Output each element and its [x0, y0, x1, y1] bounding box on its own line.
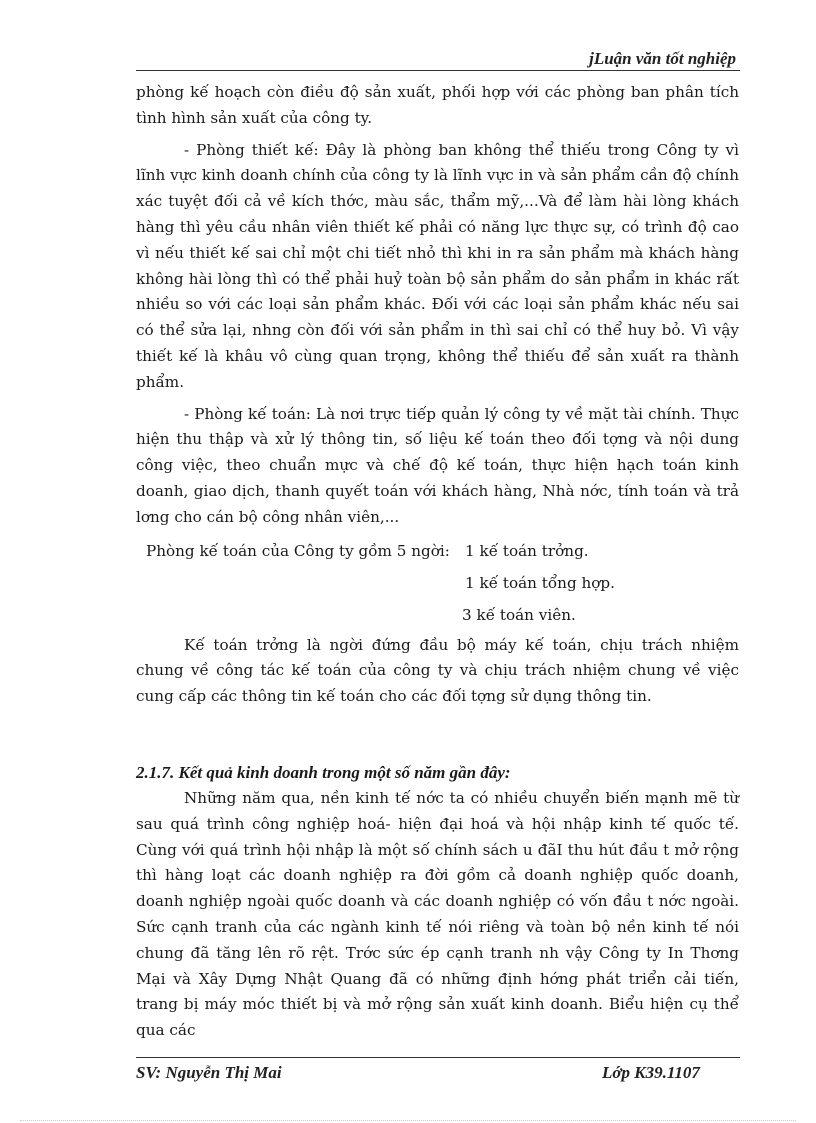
paragraph: - Phòng kế toán: Là nơi trực tiếp quản lý công ty về mặt tài chính. Thực hiện thu thập và xử lý thông tin, số liệu kế toán theo đối tợng và nội dung công việc, theo chuẩn mực và chế độ kế toán, thực hiện hạch toán kinh doanh, giao dịch, thanh quyết toán với khách hàng, Nhà nớc, tính toán và trả lơng cho cán bộ công nhân viên,...: [136, 404, 739, 526]
paragraph: Kế toán trởng là ngời đứng đầu bộ máy kế toán, chịu trách nhiệm chung về công tác kế toán của công ty và chịu trách nhiệm chung về việc cung cấp các thông tin kế toán cho các đối tợng sử dụng thông tin.: [136, 635, 739, 706]
staff-label: Phòng kế toán của Công ty gồm 5 ngời:: [146, 541, 450, 560]
footer-class: Lớp K39.1107: [602, 1063, 700, 1082]
staff-role: 1 kế toán tổng hợp.: [465, 573, 615, 592]
staff-role: 3 kế toán viên.: [462, 605, 576, 624]
footer-rule: [136, 1057, 740, 1058]
page-header-title: jLuận văn tốt nghiệp: [589, 49, 736, 68]
staff-list: [136, 537, 739, 633]
paragraph: phòng kế hoạch còn điều độ sản xuất, phối hợp với các phòng ban phân tích tình hình sản xuất của công ty.: [136, 83, 739, 127]
section-title: 2.1.7. Kết quả kinh doanh trong một số năm gần đây:: [136, 762, 511, 782]
header-rule: [136, 70, 740, 71]
document-body: [136, 80, 739, 1044]
page-bottom-border: [20, 1120, 796, 1121]
paragraph: Những năm qua, nền kinh tế nớc ta có nhiều chuyển biến mạnh mẽ từ sau quá trình công nghiệp hoá- hiện đại hoá và hội nhập kinh tế quốc tế. Cùng với quá trình hội nhập là một số chính sách u đãI thu hút đầu t mở rộng thì hàng loạt các doanh nghiệp ra đời gồm cả doanh nghiệp quốc doanh, doanh nghiệp ngoài quốc doanh và các doanh nghiệp có vốn đầu t nớc ngoài. Sức cạnh tranh của các ngành kinh tế nói riêng và toàn bộ nền kinh tế nói chung đã tăng lên rõ rệt. Trớc sức ép cạnh tranh nh vậy Công ty In Thơng Mại và Xây Dựng Nhật Quang đã có những định hớng phát triển cải tiến, trang bị máy móc thiết bị và mở rộng sản xuất kinh doanh. Biểu hiện cụ thể qua các: [136, 788, 739, 1040]
staff-role: 1 kế toán trởng.: [465, 541, 589, 560]
paragraph: - Phòng thiết kế: Đây là phòng ban không thể thiếu trong Công ty vì lĩnh vực kinh doanh chính của công ty là lĩnh vực in và sản phẩm cần độ chính xác tuyệt đối cả về kích thớc, màu sắc, thẩm mỹ,...Và để làm hài lòng khách hàng thì yêu cầu nhân viên thiết kế phải có năng lực thực sự, có trình độ cao vì nếu thiết kế sai chỉ một chi tiết nhỏ thì khi in ra sản phẩm mà khách hàng không hài lòng thì có thể phải huỷ toàn bộ sản phẩm do sản phẩm in khác rất nhiều so với các loại sản phẩm khác. Đối với các loại sản phẩm khác nếu sai có thể sửa lại, nhng còn đối với sản phẩm in thì sai chỉ có thể huy bỏ. Vì vậy thiết kế là khâu vô cùng quan trọng, không thể thiếu để sản xuất ra thành phẩm.: [136, 140, 739, 391]
footer-student-name: SV: Nguyễn Thị Mai: [136, 1063, 282, 1082]
